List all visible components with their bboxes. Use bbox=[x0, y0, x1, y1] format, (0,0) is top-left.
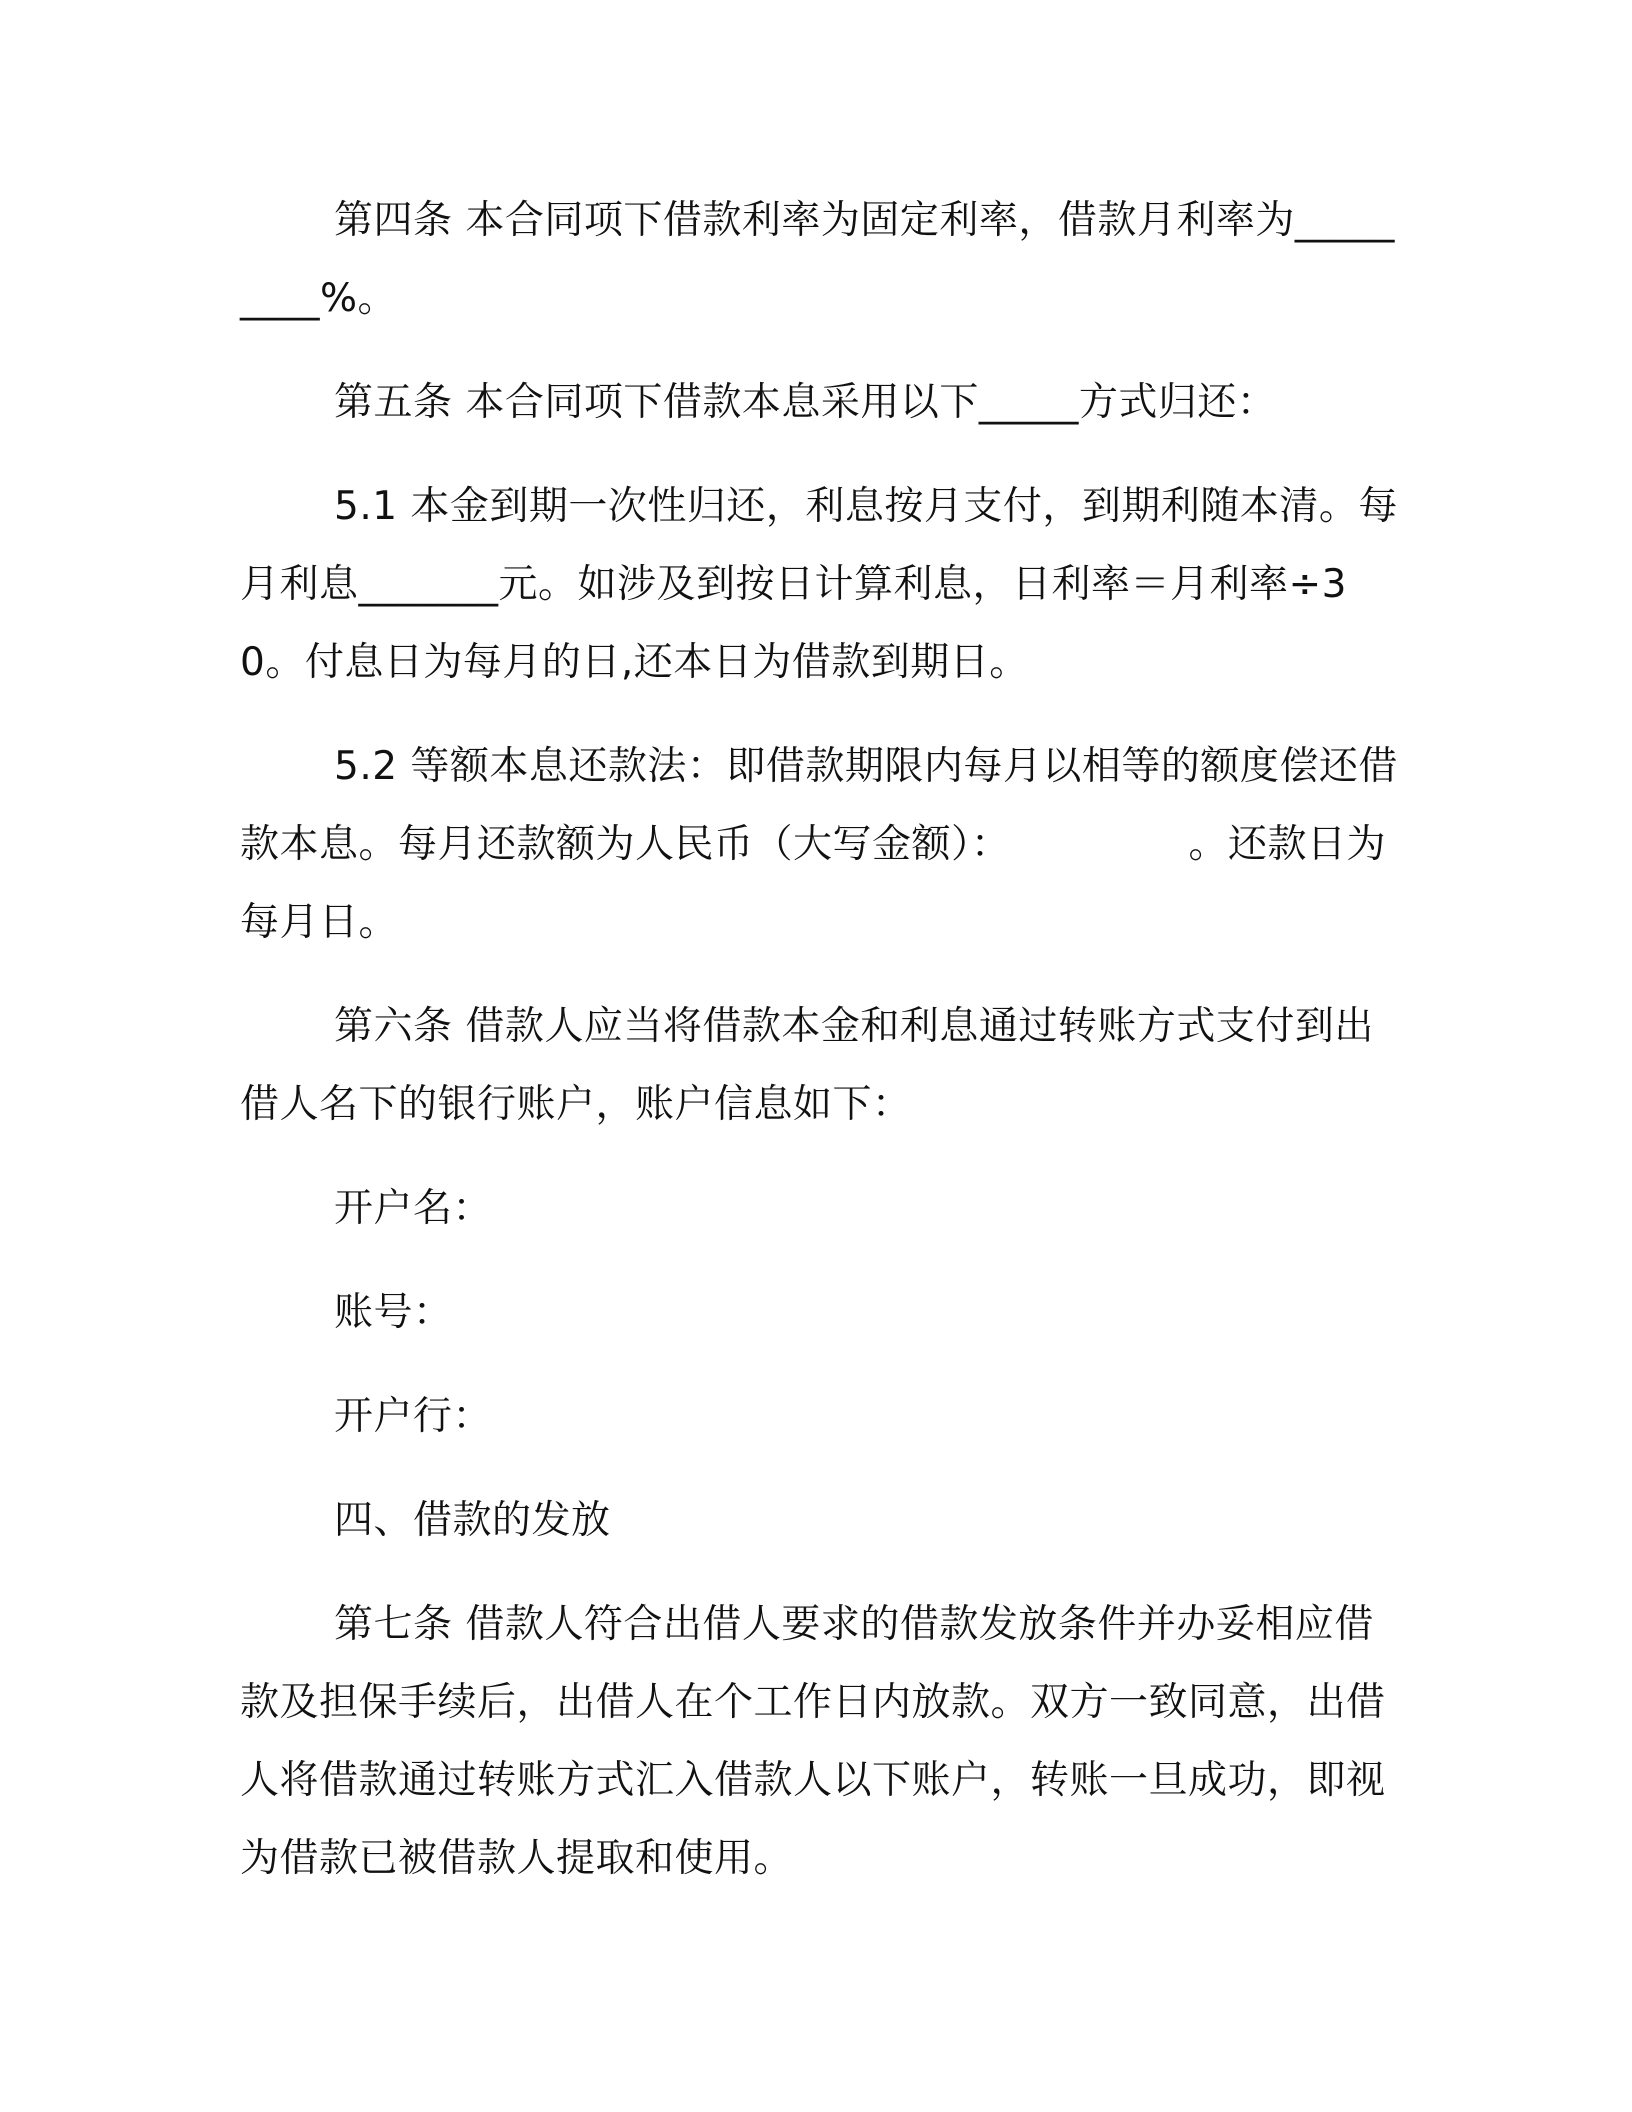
article-7-disbursement: 第七条 借款人符合出借人要求的借款发放条件并办妥相应借款及担保手续后，出借人在个工作日内放款。双方一致同意，出借人将借款通过转账方式汇入借款人以下账户，转账一旦成功，即视为借款已被借款人提取和使用。 bbox=[240, 1602, 1386, 1881]
document-body bbox=[240, 182, 1400, 1898]
article-4-interest-rate: 第四条 本合同项下借款利率为固定利率，借款月利率为_________%。 bbox=[240, 198, 1395, 321]
article-5-repayment-method: 第五条 本合同项下借款本息采用以下_____方式归还： bbox=[334, 380, 1277, 425]
bank-branch-label: 开户行： bbox=[334, 1394, 493, 1439]
section-4-heading: 四、借款的发放 bbox=[334, 1498, 611, 1543]
clause-5-1-lump-sum: 5.1 本金到期一次性归还，利息按月支付，到期利随本清。每月利息_______元。如涉及到按日计算利息，日利率＝月利率÷30。付息日为每月的日,还本日为借款到期日。 bbox=[240, 484, 1398, 685]
account-number-label: 账号： bbox=[334, 1290, 453, 1335]
article-6-payment-account: 第六条 借款人应当将借款本金和利息通过转账方式支付到出借人名下的银行账户，账户信息如下： bbox=[240, 1004, 1374, 1127]
account-name-label: 开户名： bbox=[334, 1186, 493, 1231]
clause-5-2-equal-installments: 5.2 等额本息还款法：即借款期限内每月以相等的额度偿还借款本息。每月还款额为人民币（大写金额）： 。还款日为每月日。 bbox=[240, 744, 1398, 945]
